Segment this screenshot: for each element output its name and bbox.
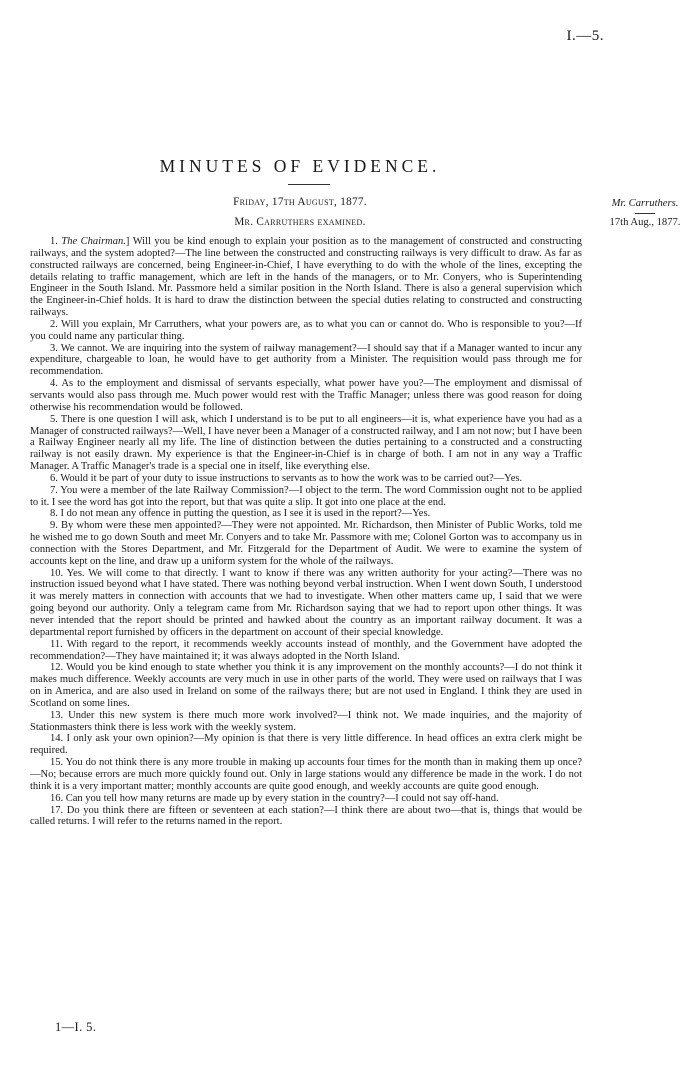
question-number: 15. — [50, 757, 66, 769]
question-number: 2. — [50, 318, 62, 330]
page-number: I.—5. — [566, 28, 604, 44]
question-number: 6. — [50, 472, 61, 484]
question-text: You do not think there is any more trouble in making up accounts four times for the month than in making them up once?—No; because errors are much more quickly found out. Only in large stations would any difference be made in the work. I do not think it is a very important matter; monthly accounts are quite good enough, and weekly accounts are quite good enough. — [30, 757, 582, 792]
question-text: ] Will you be kind enough to explain your position as to the management of constructed and constructing railways, and the system adopted?—The line between the constructed and constructing railways is very difficult to draw. As far as constructed railways are concerned, being Engineer-in-Chief, I have everything to do with the whole of the lines, excepting the details relating to traffic management, which are left in the hands of the managers, or to Mr. Conyers, who is Superintending Engineer in the South Island. Mr. Passmore held a similar position in the North Island. There is also a general supervision which the Engineer-in-Chief holds. It is hard to draw the distinction between the special duties relating to constructed and constructing railways. — [30, 236, 583, 319]
question-text: You were a member of the late Railway Commission?—I object to the term. The word Commission ought not to be applied to it. I see the word has got into the report, but that was quite a slip. It got into one place at the end. — [30, 484, 582, 508]
question-text: Under this new system is there much more work involved?—I think not. We made inquiries, and the majority of Stationmasters think there is less work with the weekly system. — [30, 709, 583, 733]
witness-examined: Mr. Carruthers examined. — [234, 216, 366, 228]
question-number: 4. — [50, 378, 62, 390]
question-text: With regard to the report, it recommends weekly accounts instead of monthly, and the Government have adopted the recommendation?—They have maintained it; it was always adopted in the North Island. — [30, 638, 582, 662]
page-title: MINUTES OF EVIDENCE. — [159, 156, 441, 176]
sitting-date: Friday, 17th August, 1877. — [233, 196, 367, 208]
question-paragraph — [30, 710, 582, 734]
margin-witness-name: Mr. Carruthers. — [611, 198, 679, 209]
question-paragraph — [30, 639, 582, 663]
question-number: 1. — [50, 236, 62, 247]
question-paragraph — [30, 236, 582, 319]
question-number: 9. — [50, 520, 61, 532]
question-number: 17. — [50, 804, 67, 816]
evidence-body — [30, 236, 582, 828]
question-number: 3. — [50, 342, 61, 354]
question-paragraph — [30, 485, 582, 509]
question-text: Yes. We will come to that directly. I want to know if there was any written authority for your acting?—There was no instruction issued beyond what I have stated. There was nothing beyond verbal instruction. When I went down South, I understood it was merely matters in connection with accounts that we had to investigate. When other matters came up, I said that we were going beyond our authority. Only a telegram came from Mr. Richardson saying that we had to report upon other things. It was never intended that the report should be printed and hawked about the country as an important railway document. It was a departmental report furnished by officers in the department on account of their special knowledge. — [30, 567, 582, 638]
question-paragraph — [30, 473, 582, 485]
question-text: We cannot. We are inquiring into the system of railway management?—I should say that if a Manager wanted to incur any expenditure, chargeable to loan, he would have to get authority from a Minister. The requisition would pass through me for recommendation. — [30, 342, 582, 378]
question-number: 7. — [50, 484, 61, 496]
question-number: 14. — [50, 733, 67, 745]
question-number: 11. — [50, 638, 67, 650]
question-paragraph — [30, 568, 582, 639]
title-divider — [288, 184, 330, 185]
question-number: 8. — [50, 508, 61, 520]
question-text: There is one question I will ask, which I understand is to be put to all engineers—it is, what experience have you had as a Manager of constructed railways?—Well, I have never been a Manager of a constructed railway, and I am not now; but I have been a Railway Engineer nearly all my life. The line of distinction between the duties pertaining to a constructed and a constructing railway is not easily drawn. My experience is that the Engineer-in-Chief is in charge of both. I am not in any way a Traffic Manager. A Traffic Manager's trade is a special one in itself, like everything else. — [30, 413, 583, 473]
footer-code: 1—I. 5. — [55, 1020, 97, 1034]
question-text: Can you tell how many returns are made up by every station in the country?—I could not say off-hand. — [65, 792, 499, 804]
margin-date: 17th Aug., 1877. — [609, 217, 681, 228]
question-number: 10. — [50, 567, 67, 579]
question-paragraph — [30, 662, 582, 709]
question-paragraph — [30, 414, 582, 473]
question-text: I only ask your own opinion?—My opinion is that there is very little difference. In head offices an extra clerk might be required. — [30, 733, 582, 757]
question-paragraph — [30, 733, 582, 757]
question-paragraph — [30, 343, 582, 379]
question-paragraph — [30, 508, 582, 520]
question-text: By whom were these men appointed?—They were not appointed. Mr. Richardson, then Minister of Public Works, told me he wished me to go down South and meet Mr. Conyers and to take Mr. Passmore with me; Colonel Gorton was to accompany us in connection with the Stores Department, and Mr. Fitzgerald for the Department of Audit. We were to examine the system of accounts kept on the line, and draw up a uniform system for the whole of the railways. — [30, 520, 582, 567]
question-paragraph — [30, 520, 582, 567]
question-paragraph — [30, 805, 582, 829]
question-number: 5. — [50, 413, 61, 425]
question-paragraph — [30, 378, 582, 414]
question-text: Would it be part of your duty to issue instructions to servants as to how the work was to be carried out?—Yes. — [60, 472, 523, 484]
speaker-label: The Chairman. — [61, 236, 126, 247]
question-text: As to the employment and dismissal of servants especially, what power have you?—The employment and dismissal of servants would also pass through me. Much power would rest with the Traffic Manager; unless there was good reason for doing otherwise his recommendation would be followed. — [30, 378, 582, 413]
question-number: 12. — [50, 662, 67, 674]
question-number: 13. — [50, 709, 69, 721]
margin-divider — [635, 213, 655, 214]
question-text: Would you be kind enough to state whether you think it is any improvement on the monthly accounts?—I do not think it makes much difference. Weekly accounts are very much in use in other parts of the world. They were used on railways that I was on in America, and are also used in Ireland on some of the railways there; but are not used in England. I think they are used in Scotland on some lines. — [30, 662, 583, 709]
question-text: Do you think there are fifteen or seventeen at each station?—I think there are about two—that is, things that would be called returns. I will refer to the returns named in the report. — [30, 804, 583, 828]
question-text: Will you explain, Mr Carruthers, what your powers are, as to what you can or cannot do. Who is responsible to you?—If you could name any particular thing. — [30, 318, 582, 342]
question-text: I do not mean any offence in putting the question, as I see it is used in the report?—Yes. — [60, 508, 431, 520]
question-paragraph — [30, 319, 582, 343]
question-paragraph — [30, 757, 582, 793]
question-paragraph — [30, 793, 582, 805]
question-number: 16. — [50, 792, 66, 804]
